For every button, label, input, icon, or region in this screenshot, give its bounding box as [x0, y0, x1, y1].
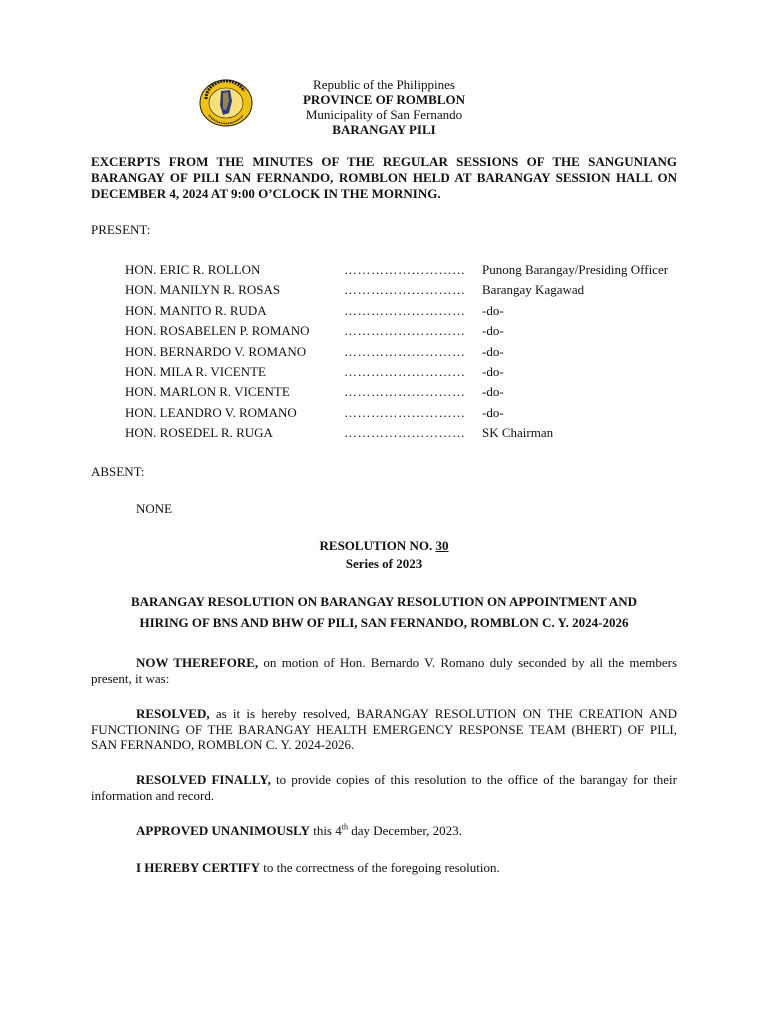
attendee-row: [125, 405, 695, 425]
approved-paragraph: [91, 823, 677, 839]
attendee-row: [125, 344, 695, 364]
republic-line: Republic of the Philippines: [313, 77, 455, 92]
leader-dots: ………………………: [344, 404, 466, 420]
absent-value: NONE: [136, 501, 173, 516]
attendee-role: Punong Barangay/Presiding Officer: [482, 262, 669, 277]
attendee-row: [125, 282, 695, 302]
leader-dots: ………………………: [344, 302, 466, 318]
attendee-role: -do-: [482, 343, 504, 359]
leader-dots: ………………………: [344, 425, 466, 441]
attendee-name: HON. ERIC R. ROLLON: [125, 262, 261, 277]
resolution-number-block: [234, 537, 534, 573]
paragraph-lead: NOW THEREFORE,: [136, 655, 259, 670]
attendee-role: -do-: [482, 302, 504, 318]
attendee-role: SK Chairman: [482, 425, 554, 441]
attendee-name: HON. ROSEDEL R. RUGA: [125, 425, 273, 441]
leader-dots: ………………………: [344, 282, 466, 298]
attendee-name: HON. MILA R. VICENTE: [125, 363, 266, 379]
paragraph-text: to provide copies of this resolution to the office of the barangay for their information and record.: [91, 772, 677, 803]
excerpt-heading: EXCERPTS FROM THE MINUTES OF THE REGULAR SESSIONS OF THE SANGUNIANG BARANGAY OF PILI SAN FERNANDO, ROMBLON HELD AT BARANGAY SESSION HALL ON DECEMBER 4, 2024 AT 9:00 O’CLOCK IN THE MORNING.: [91, 154, 677, 201]
paragraph-lead: I HEREBY CERTIFY: [136, 860, 261, 875]
municipality-line: Municipality of San Fernando: [305, 107, 463, 122]
leader-dots: ………………………: [344, 262, 466, 277]
resolved-finally-paragraph: [91, 772, 677, 803]
attendee-row: [125, 384, 695, 404]
attendee-role: Barangay Kagawad: [482, 282, 585, 298]
attendee-name: HON. MANILYN R. ROSAS: [125, 282, 281, 298]
attendee-role: -do-: [482, 384, 504, 400]
barangay-line: BARANGAY PILI: [332, 122, 436, 137]
province-line: PROVINCE OF ROMBLON: [302, 92, 466, 107]
leader-dots: ………………………: [344, 384, 466, 400]
paragraph-lead: RESOLVED,: [136, 706, 210, 721]
paragraph-text: day December, 2023.: [347, 823, 462, 838]
paragraph-text: to the correctness of the foregoing resolution.: [260, 860, 500, 875]
leader-dots: ………………………: [344, 323, 466, 339]
attendee-name: HON. LEANDRO V. ROMANO: [125, 404, 297, 420]
paragraph-text: on motion of Hon. Bernardo V. Romano duly seconded by all the members present, it was:: [91, 655, 677, 686]
attendee-role: -do-: [482, 363, 504, 379]
attendee-name: HON. BERNARDO V. ROMANO: [125, 343, 307, 359]
paragraph-text: as it is hereby resolved, BARANGAY RESOLUTION ON THE CREATION AND FUNCTIONING OF THE BARANGAY HEALTH EMERGENCY RESPONSE TEAM (BHERT) OF PILI, SAN FERNANDO, ROMBLON C. Y. 2024-2026.: [91, 706, 677, 752]
paragraph-text: this 4: [309, 823, 342, 838]
paragraph-lead: APPROVED UNANIMOUSLY: [136, 823, 310, 838]
resolution-title-line: BARANGAY RESOLUTION ON BARANGAY RESOLUTION ON APPOINTMENT AND: [131, 594, 637, 609]
attendee-role: -do-: [482, 323, 504, 339]
leader-dots: ………………………: [344, 343, 466, 359]
attendee-list: [125, 262, 695, 446]
attendee-row: [125, 364, 695, 384]
attendee-row: [125, 262, 695, 282]
present-label: PRESENT:: [91, 222, 151, 237]
attendee-name: HON. ROSABELEN P. ROMANO: [125, 323, 310, 339]
resolved-paragraph: [91, 706, 677, 753]
paragraph-lead: RESOLVED FINALLY,: [136, 772, 271, 787]
resolution-prefix: RESOLUTION NO.: [319, 538, 433, 553]
attendee-row: [125, 425, 695, 445]
now-therefore-paragraph: [91, 655, 677, 686]
attendee-name: HON. MARLON R. VICENTE: [125, 384, 290, 400]
absent-label: ABSENT:: [91, 464, 145, 479]
attendee-row: [125, 323, 695, 343]
document-header: [234, 77, 534, 137]
resolution-title-line: HIRING OF BNS AND BHW OF PILI, SAN FERNANDO, ROMBLON C. Y. 2024-2026: [139, 615, 629, 630]
attendee-role: -do-: [482, 404, 504, 420]
attendee-name: HON. MANITO R. RUDA: [125, 302, 267, 318]
resolution-series: Series of 2023: [345, 556, 423, 571]
attendee-row: [125, 303, 695, 323]
resolution-number: [234, 537, 534, 555]
ordinal-suffix: th: [341, 822, 348, 832]
certify-paragraph: [91, 860, 677, 876]
leader-dots: ………………………: [344, 363, 466, 379]
resolution-title: [91, 591, 677, 633]
resolution-number-value: 30: [435, 538, 449, 553]
